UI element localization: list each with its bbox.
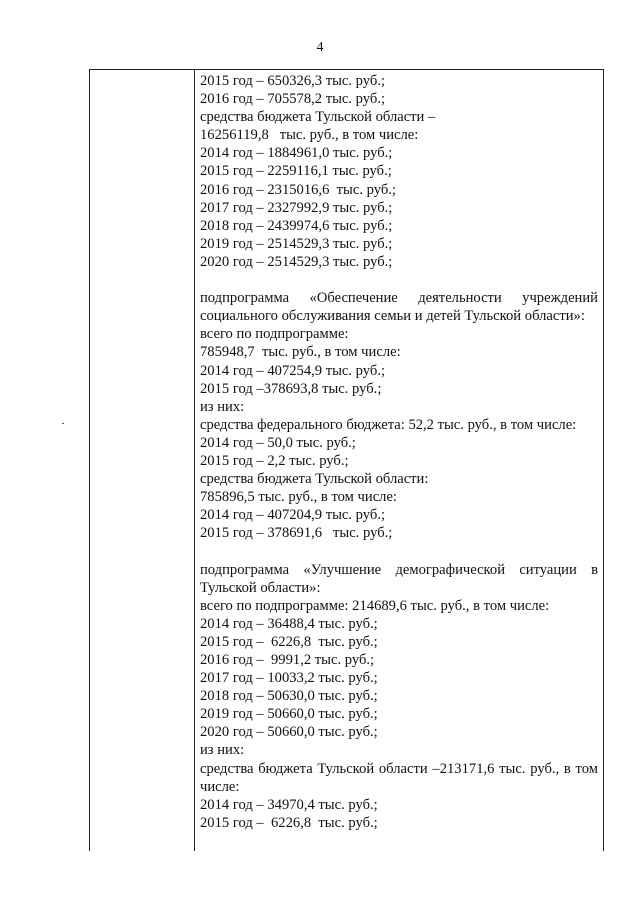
text-line: 2014 год – 407204,9 тыс. руб.;: [200, 507, 386, 524]
text-line: 16256119,8 тыс. руб., в том числе:: [200, 127, 419, 144]
funding-text-cell: [200, 72, 598, 832]
text-line: 2019 год – 2514529,3 тыс. руб.;: [200, 235, 393, 252]
block-2: [200, 289, 598, 542]
regional-budget-line: средства бюджета Тульской области –213171,6 тыс. руб., в том числе:: [200, 760, 598, 795]
subprogram-heading: подпрограмма «Обеспечение деятельности учреждений социального обслуживания семьи и детей Тульской области»:: [200, 290, 598, 325]
text-line: 2016 год – 9991,2 тыс. руб.;: [200, 652, 375, 668]
text-line: 2015 год – 378691,6 тыс. руб.;: [200, 525, 393, 542]
text-line: из них:: [200, 398, 245, 415]
block-3: [200, 561, 598, 832]
text-line: 2015 год –378693,8 тыс. руб.;: [200, 380, 382, 397]
text-line: всего по подпрограмме: 214689,6 тыс. руб., в том числе:: [200, 597, 550, 614]
text-line: 2014 год – 50,0 тыс. руб.;: [200, 434, 356, 451]
table-frame: [89, 69, 604, 851]
text-line: 785896,5 тыс. руб., в том числе:: [200, 489, 397, 506]
text-line: 2015 год – 2259116,1 тыс. руб.;: [200, 163, 392, 180]
text-line: 785948,7 тыс. руб., в том числе:: [200, 344, 401, 361]
text-line: 2015 год – 2,2 тыс. руб.;: [200, 452, 349, 469]
block-1: [200, 72, 598, 271]
text-line: 2017 год – 2327992,9 тыс. руб.;: [200, 199, 393, 216]
text-line: 2019 год – 50660,0 тыс. руб.;: [200, 706, 378, 723]
page-number: 4: [316, 40, 324, 55]
text-line: из них:: [200, 742, 245, 759]
text-line: 2016 год – 705578,2 тыс. руб.;: [200, 91, 386, 108]
text-line: средства бюджета Тульской области –: [200, 109, 436, 126]
text-line: всего по подпрограмме:: [200, 326, 349, 343]
text-line: 2017 год – 10033,2 тыс. руб.;: [200, 670, 378, 687]
text-line: 2014 год – 407254,9 тыс. руб.;: [200, 362, 386, 379]
text-line: 2015 год – 6226,8 тыс. руб.;: [200, 814, 378, 831]
text-line: 2016 год – 2315016,6 тыс. руб.;: [200, 181, 396, 198]
federal-budget-line: средства федерального бюджета: 52,2 тыс. руб., в том числе:: [200, 416, 577, 433]
text-line: 2018 год – 50630,0 тыс. руб.;: [200, 688, 378, 705]
column-divider: [194, 70, 195, 851]
text-line: 2014 год – 34970,4 тыс. руб.;: [200, 796, 378, 813]
text-line: 2015 год – 6226,8 тыс. руб.;: [200, 633, 378, 650]
scan-speck: [62, 423, 64, 424]
blank-line: [200, 271, 598, 289]
text-line: 2020 год – 50660,0 тыс. руб.;: [200, 724, 378, 741]
text-line: 2020 год – 2514529,3 тыс. руб.;: [200, 253, 393, 270]
text-line: 2015 год – 650326,3 тыс. руб.;: [200, 73, 386, 89]
blank-line: [200, 542, 598, 560]
subprogram-heading: подпрограмма «Улучшение демографической ситуации в Тульской области»:: [200, 561, 598, 596]
text-line: 2014 год – 36488,4 тыс. руб.;: [200, 615, 378, 632]
text-line: 2014 год – 1884961,0 тыс. руб.;: [200, 145, 393, 162]
text-line: 2018 год – 2439974,6 тыс. руб.;: [200, 217, 393, 234]
text-line: средства бюджета Тульской области:: [200, 471, 429, 488]
